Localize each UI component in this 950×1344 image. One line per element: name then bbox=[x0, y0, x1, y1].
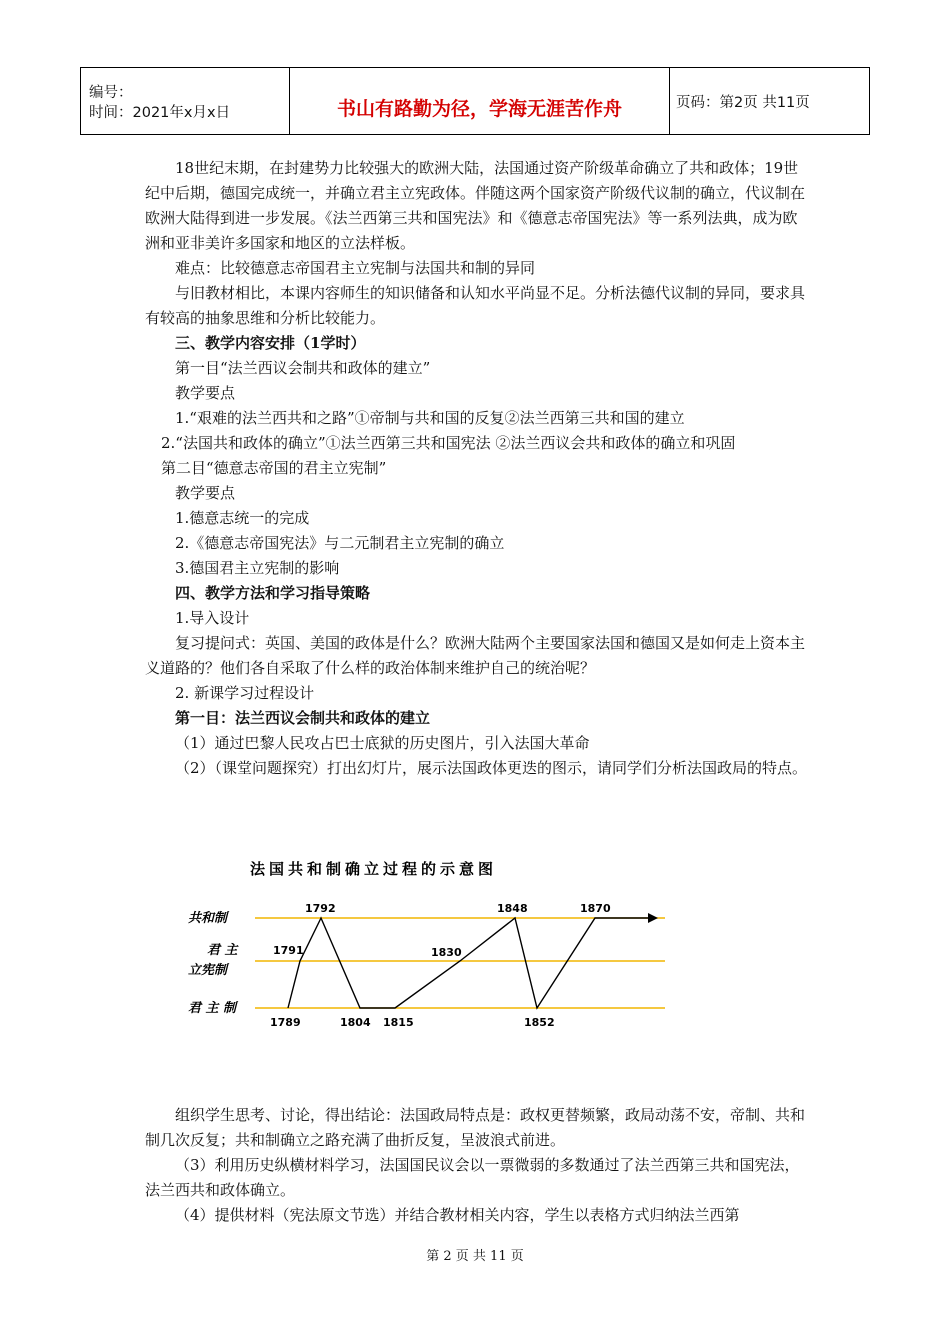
paragraph: 1.导入设计 bbox=[175, 609, 250, 627]
paragraph: 第一目“法兰西议会制共和政体的建立” bbox=[175, 359, 431, 377]
level-label: 君 主 制 bbox=[188, 1001, 237, 1016]
header-motto: 书山有路勤为径，学海无涯苦作舟 bbox=[290, 68, 670, 135]
regime-chart bbox=[180, 848, 680, 1038]
year-label: 1852 bbox=[524, 1016, 555, 1029]
regime-path bbox=[288, 918, 650, 1008]
year-label: 1789 bbox=[270, 1016, 301, 1029]
header-table bbox=[80, 67, 870, 135]
paragraph: 教学要点 bbox=[175, 484, 236, 502]
paragraph: 1.德意志统一的完成 bbox=[175, 509, 310, 527]
year-label: 1791 bbox=[273, 944, 304, 957]
body-text bbox=[145, 156, 810, 781]
paragraph: 18世纪末期，在封建势力比较强大的欧洲大陆，法国通过资产阶级革命确立了共和政体；19世纪中后期，德国完成统一，并确立君主立宪政体。伴随这两个国家资产阶级代议制的确立，代议制在欧洲大陆得到进一步发展。《法兰西第三共和国宪法》和《德意志帝国宪法》等一系列法典，成为欧洲和亚非美许多国家和地区的立法样板。 bbox=[145, 159, 806, 252]
paragraph: 2.“法国共和政体的确立”①法兰西第三共和国宪法 ②法兰西议会共和政体的确立和巩固 bbox=[161, 434, 736, 452]
paragraph: 1.“艰难的法兰西共和之路”①帝制与共和国的反复②法兰西第三共和国的建立 bbox=[175, 409, 685, 427]
document-number: 编号： bbox=[89, 84, 133, 101]
year-label: 1830 bbox=[431, 946, 462, 959]
paragraph: 3.德国君主立宪制的影响 bbox=[175, 559, 340, 577]
page-footer: 第 2 页 共 11 页 bbox=[426, 1249, 524, 1264]
after-chart-text bbox=[145, 1103, 810, 1228]
level-label: 君 主 bbox=[207, 943, 238, 958]
paragraph: 组织学生思考、讨论，得出结论：法国政局特点是：政权更替频繁，政局动荡不安，帝制、共和制几次反复；共和制确立之路充满了曲折反复，呈波浪式前进。 bbox=[145, 1106, 806, 1149]
paragraph: 四、教学方法和学习指导策略 bbox=[175, 584, 371, 602]
chart-title: 法国共和制确立过程的示意图 bbox=[250, 860, 498, 878]
paragraph: 教学要点 bbox=[175, 384, 236, 402]
document-date: 时间：2021年x月x日 bbox=[89, 104, 231, 121]
paragraph: 与旧教材相比，本课内容师生的知识储备和认知水平尚显不足。分析法德代议制的异同，要求具有较高的抽象思维和分析比较能力。 bbox=[145, 284, 806, 327]
paragraph: 第二目“德意志帝国的君主立宪制” bbox=[161, 459, 387, 477]
paragraph: （4）提供材料（宪法原文节选）并结合教材相关内容，学生以表格方式归纳法兰西第 bbox=[175, 1206, 740, 1224]
arrow-head bbox=[648, 913, 658, 923]
header-meta-cell bbox=[81, 68, 290, 135]
paragraph: （1）通过巴黎人民攻占巴士底狱的历史图片，引入法国大革命 bbox=[175, 734, 590, 752]
regime-chart-svg bbox=[180, 848, 680, 1038]
paragraph: （2）（课堂问题探究）打出幻灯片，展示法国政体更迭的图示，请同学们分析法国政局的特点。 bbox=[175, 759, 808, 777]
year-label: 1870 bbox=[580, 902, 611, 915]
paragraph: （3）利用历史纵横材料学习，法国国民议会以一票微弱的多数通过了法兰西第三共和国宪法，法兰西共和政体确立。 bbox=[145, 1156, 800, 1199]
paragraph: 难点：比较德意志帝国君主立宪制与法国共和制的异同 bbox=[175, 259, 536, 277]
paragraph: 第一目：法兰西议会制共和政体的建立 bbox=[175, 709, 431, 727]
header-page-number: 页码：第2页 共11页 bbox=[670, 68, 870, 135]
paragraph: 2. 新课学习过程设计 bbox=[175, 684, 315, 702]
year-label: 1815 bbox=[383, 1016, 414, 1029]
paragraph: 2.《德意志帝国宪法》与二元制君主立宪制的确立 bbox=[175, 534, 505, 552]
level-label: 共和制 bbox=[188, 911, 228, 926]
level-label: 立宪制 bbox=[188, 963, 228, 978]
year-label: 1792 bbox=[305, 902, 336, 915]
paragraph: 复习提问式：英国、美国的政体是什么？欧洲大陆两个主要国家法国和德国又是如何走上资本主义道路的？他们各自采取了什么样的政治体制来维护自己的统治呢？ bbox=[145, 634, 806, 677]
paragraph: 三、教学内容安排（1学时） bbox=[175, 334, 366, 352]
year-label: 1848 bbox=[497, 902, 528, 915]
year-label: 1804 bbox=[340, 1016, 371, 1029]
